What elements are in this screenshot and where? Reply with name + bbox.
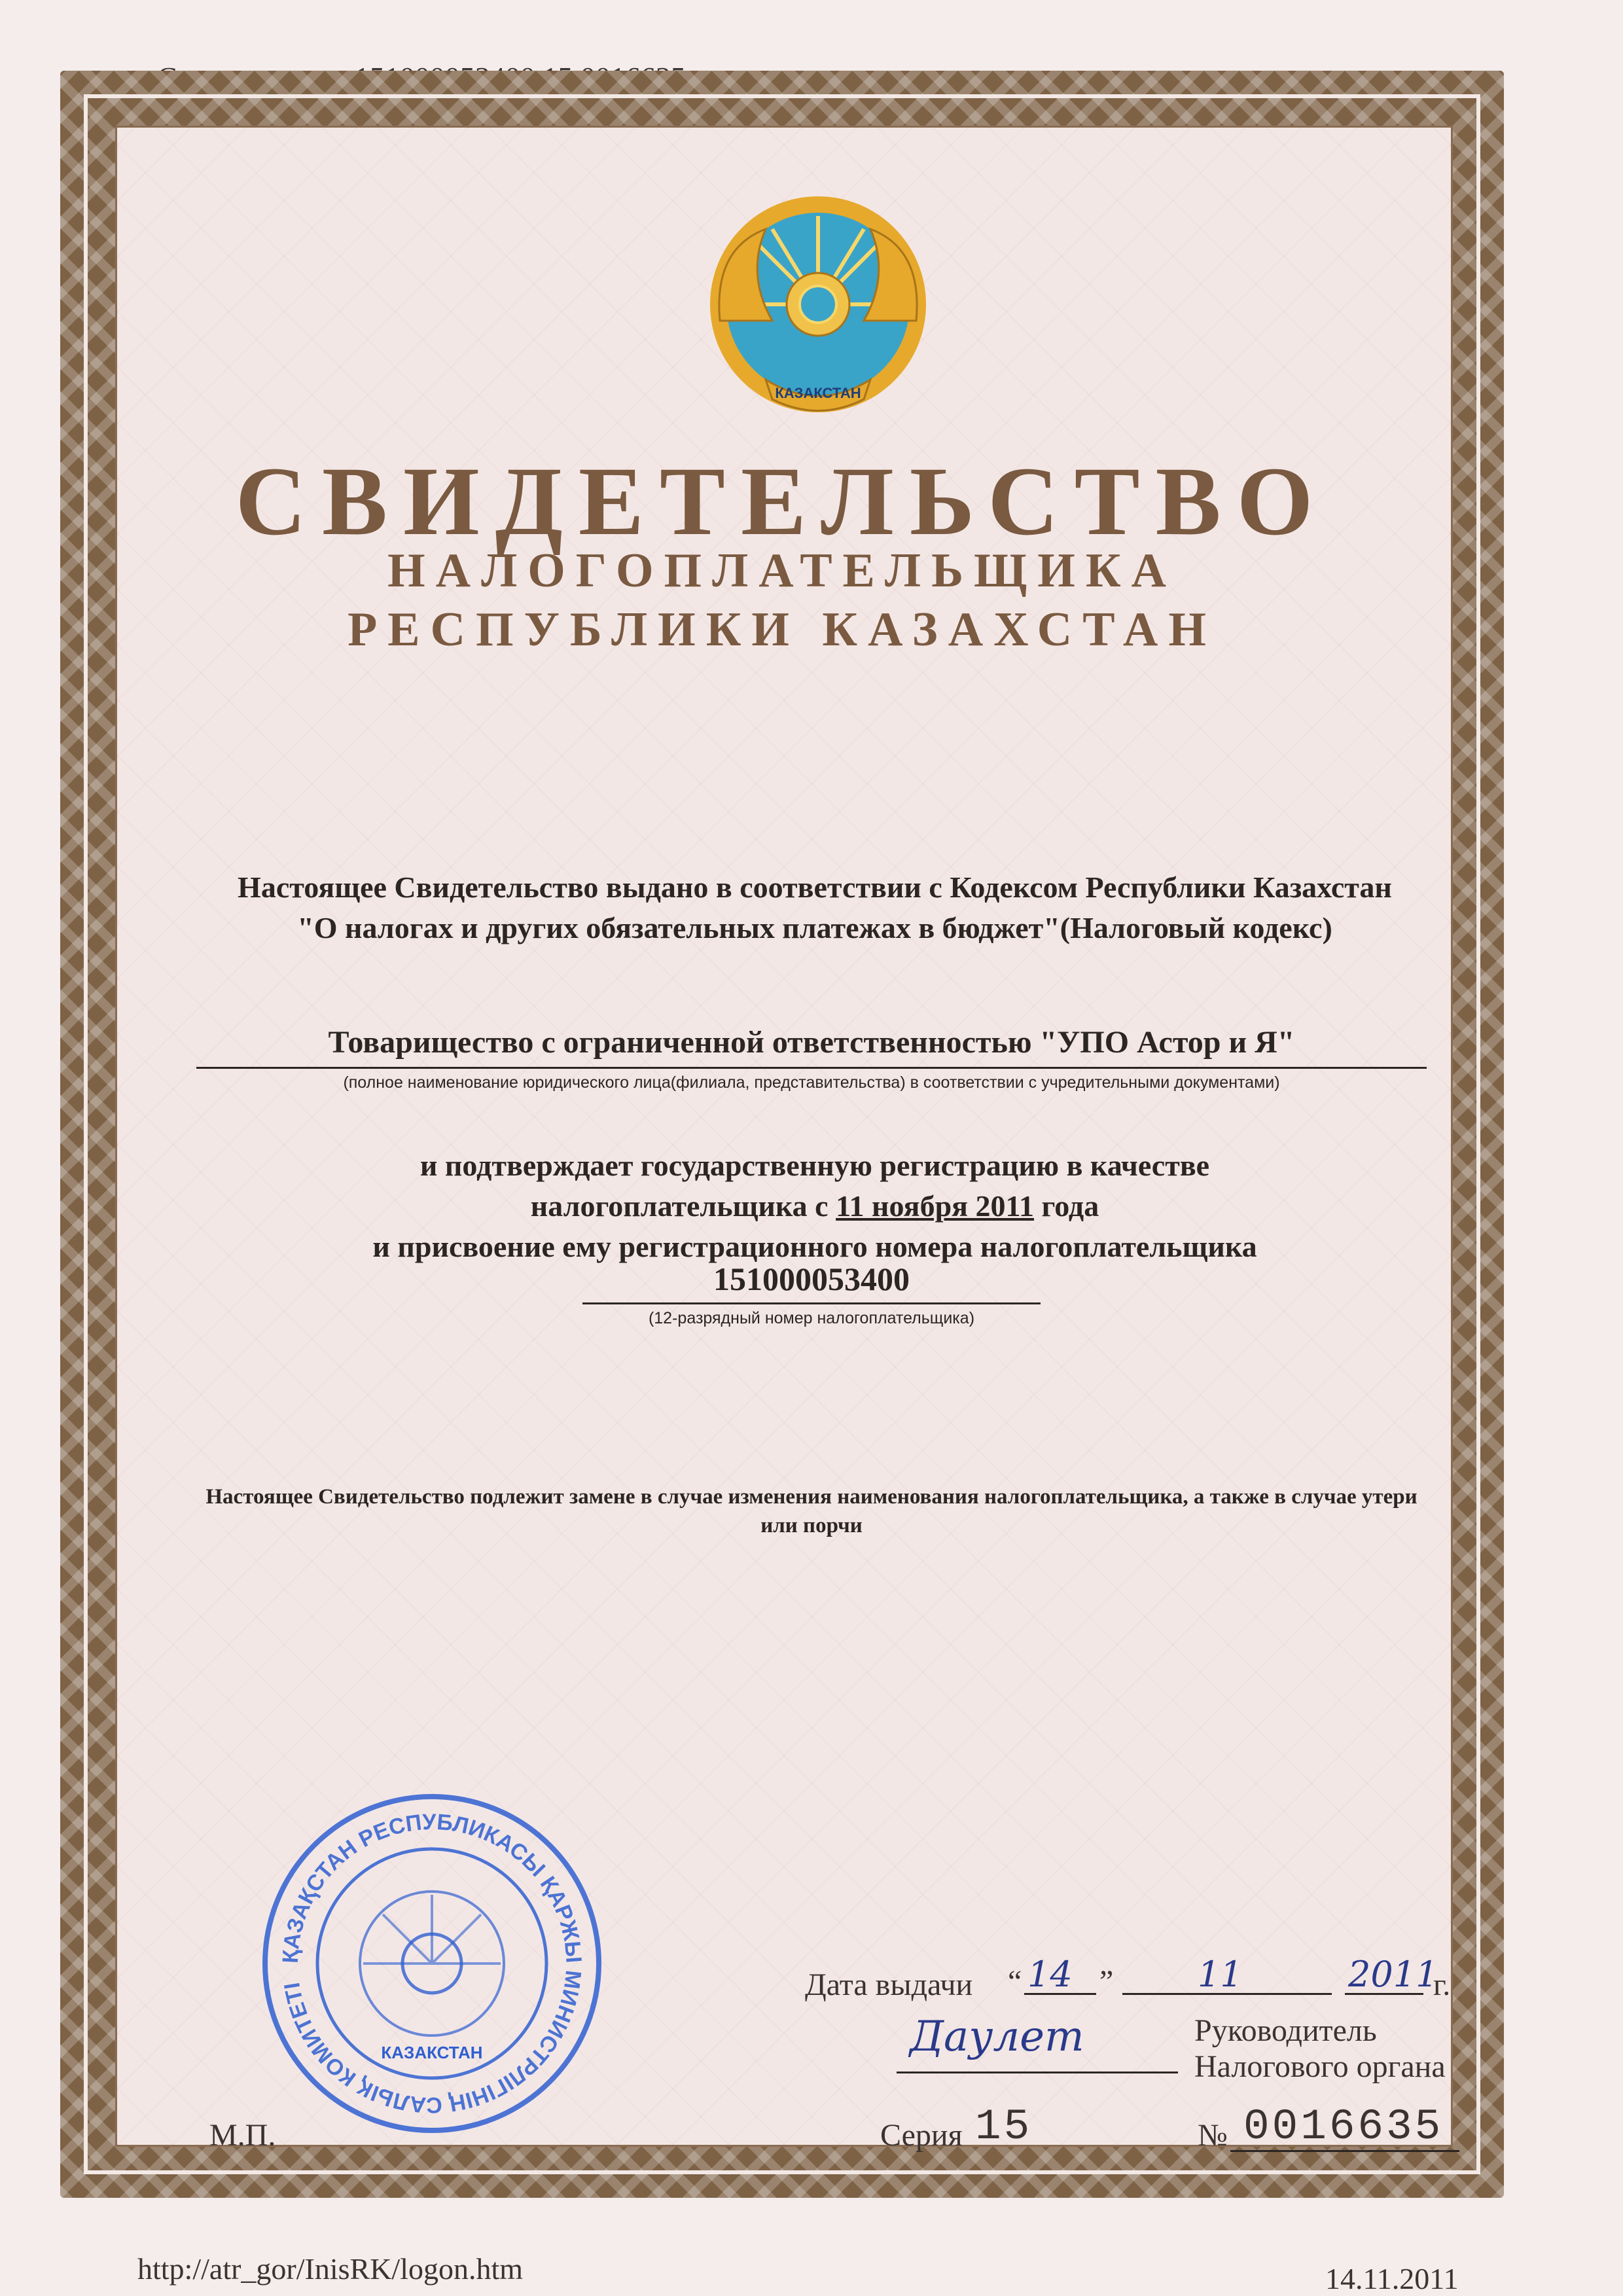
replacement-note: Настоящее Свидетельство подлежит замене в случае изменения наименования налогоплательщика, а также в случае утери или порчи (205, 1485, 1418, 1537)
confirmation-prefix: налогоплательщика с (530, 1189, 829, 1223)
registration-caption: (12-разрядный номер налогоплательщика) (648, 1309, 975, 1327)
certificate-subtitle-1: НАЛОГОПЛАТЕЛЬЩИКА (387, 544, 1177, 598)
series-value: 15 (975, 2102, 1033, 2151)
certificate-subtitle-2: РЕСПУБЛИКИ КАЗАХСТАН (348, 603, 1217, 656)
issue-day: 14 (1027, 1954, 1073, 1995)
official-seal (259, 1790, 605, 2137)
intro-paragraph: Настоящее Свидетельство выдано в соответствии с Кодексом Республики Казахстан "О налогах и других обязательных платежах в бюджет"(Налоговый кодекс) (238, 870, 1392, 944)
number-label: № (1198, 2118, 1228, 2153)
confirmation-suffix: года (1041, 1189, 1099, 1223)
issue-year-suffix: г. (1433, 1967, 1451, 2002)
signatory-role-2: Налогового органа (1194, 2049, 1446, 2084)
print-footer-url: http://atr_gor/InisRK/logon.htm (137, 2252, 524, 2286)
certificate-title: СВИДЕТЕЛЬСТВО (235, 447, 1329, 556)
issue-month: 11 (1198, 1954, 1243, 1995)
mp-label: М.П. (209, 2118, 276, 2153)
kazakhstan-emblem-icon (694, 190, 942, 425)
seal-center-text: КАЗАКСТАН (381, 2043, 483, 2062)
signature-line (897, 2072, 1178, 2073)
seal-ring-text: ҚАЗАҚСТАН РЕСПУБЛИКАСЫ ҚАРЖЫ МИНИСТРЛІГІНІҢ САЛЫҚ КОМИТЕТІ (277, 1809, 586, 2118)
signature: Даулет (910, 2013, 1084, 2061)
issue-date-label: Дата выдачи (805, 1967, 973, 2002)
confirmation-line-1: и подтверждает государственную регистрацию в качестве (419, 1149, 1210, 1182)
series-label: Серия (880, 2118, 963, 2153)
confirmation-line-2 (216, 1186, 1414, 1227)
issue-quote-close: ” (1099, 1964, 1114, 1999)
state-emblem (694, 190, 942, 425)
organization-caption: (полное наименование юридического лица(филиала, представительства) в соответствии с учредительными документами) (343, 1073, 1280, 1092)
registration-date: 11 ноября 2011 (836, 1189, 1035, 1223)
emblem-label: КАЗАКСТАН (775, 385, 861, 401)
issue-quote-open: “ (1008, 1964, 1022, 1999)
confirmation-paragraph (216, 1145, 1414, 1267)
print-footer-date: 14.11.2011 (1325, 2262, 1459, 2295)
confirmation-line-3: и присвоение ему регистрационного номера налогоплательщика (372, 1230, 1257, 1263)
signatory-role-1: Руководитель (1194, 2013, 1377, 2048)
organization-name: Товарищество с ограниченной ответственностью "УПО Астор и Я" (328, 1025, 1295, 1060)
official-seal-icon (259, 1790, 605, 2137)
registration-number: 151000053400 (713, 1261, 910, 1297)
number-value: 0016635 (1243, 2102, 1444, 2151)
issue-year: 2011 (1348, 1954, 1438, 1995)
